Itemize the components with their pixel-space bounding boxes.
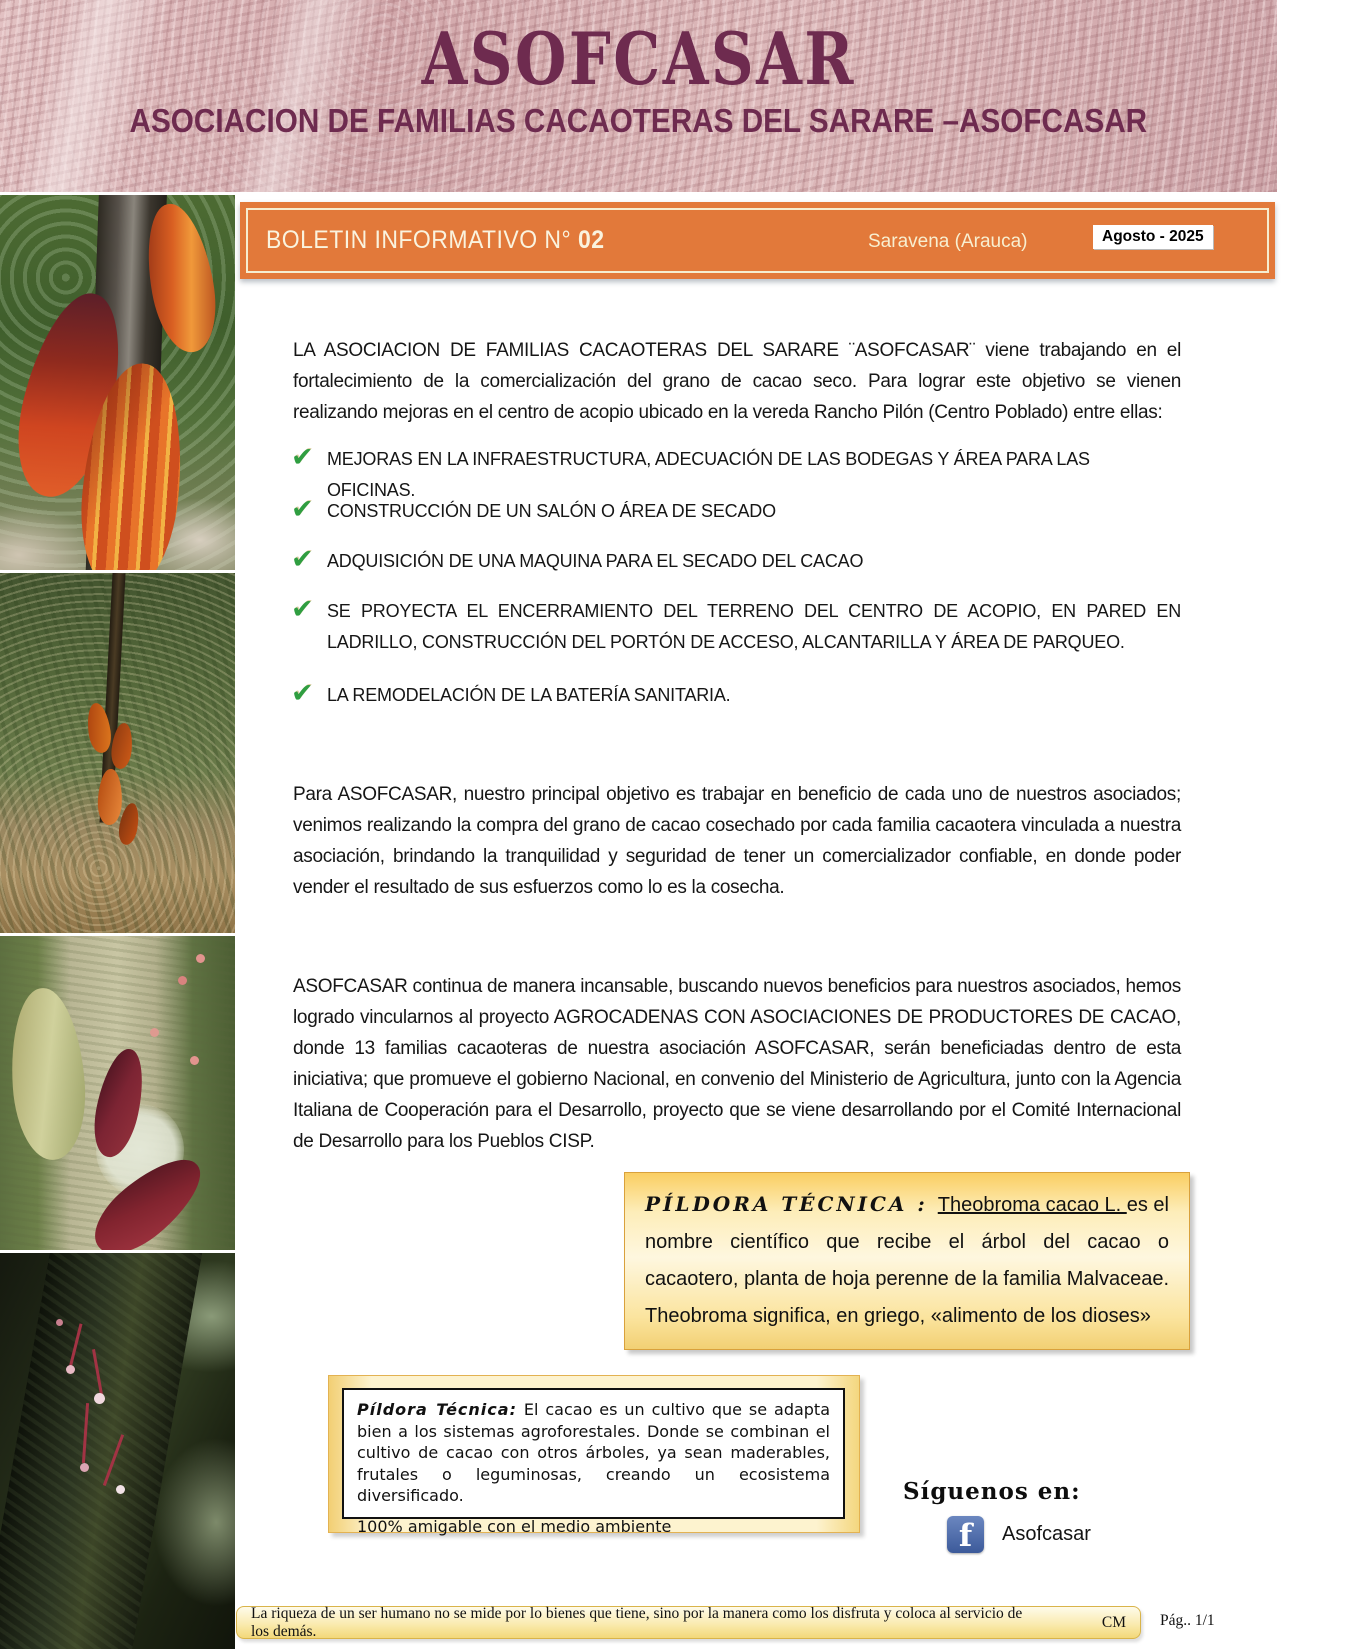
- follow-us-heading: Síguenos en:: [903, 1478, 1081, 1505]
- cacao-flower-art: [150, 1028, 159, 1037]
- cacao-flower-art: [66, 1365, 75, 1374]
- tree-trunk-art: [0, 1253, 203, 1649]
- page-title: [0, 16, 1277, 101]
- cacao-flower-art: [80, 1463, 89, 1472]
- checklist-item: [291, 546, 1181, 577]
- eco-box-label: Píldora Técnica:: [357, 1400, 517, 1419]
- photo-cacao-flowers-trunk: [0, 1253, 235, 1649]
- green-check-icon: ✔: [291, 544, 314, 574]
- photo-cacao-trunk-pods: [0, 936, 235, 1250]
- checklist-item-label: ADQUISICIÓN DE UNA MAQUINA PARA EL SECADO DEL CACAO: [327, 551, 864, 571]
- intro-paragraph: LA ASOCIACION DE FAMILIAS CACAOTERAS DEL SARARE ¨ASOFCASAR¨ viene trabajando en el fortalecimiento de la comercialización del grano de cacao seco. Para lograr este objetivo se vienen realizando mejoras en el centro de acopio ubicado en la vereda Rancho Pilón (Centro Poblado) entre ellas:: [293, 340, 1181, 423]
- bulletin-location: Saravena (Arauca): [868, 231, 1028, 252]
- green-check-icon: ✔: [291, 594, 314, 624]
- photo-cacao-pods-closeup: [0, 195, 235, 570]
- pill-box-text: es el nombre científico que recibe el árbol del cacao o cacaotero, planta de hoja perenne de la familia Malvaceae. Theobroma significa, en griego, «alimento de los dioses»: [645, 1194, 1169, 1327]
- eco-pill-box-frame: [328, 1375, 860, 1536]
- checklist-item: [291, 680, 1181, 711]
- bulletin-number: 02: [577, 226, 605, 254]
- cacao-pod-art: [6, 986, 90, 1163]
- facebook-account-label[interactable]: Asofcasar: [1002, 1523, 1091, 1545]
- green-check-icon: ✔: [291, 678, 314, 708]
- checklist-item-label: CONSTRUCCIÓN DE UN SALÓN O ÁREA DE SECADO: [327, 501, 776, 521]
- objective-paragraph: Para ASOFCASAR, nuestro principal objetivo es trabajar en beneficio de cada uno de nuestros asociados; venimos realizando la compra del grano de cacao cosechado por cada familia cacaotera vinculada a nuestra asociación, brindando la tranquilidad y seguridad de tener un comercializador confiable, en donde poder vender el resultado de sus esfuerzos como lo es la cosecha.: [293, 784, 1181, 898]
- footer-quote-bar: [236, 1606, 1141, 1639]
- eco-pill-box: [342, 1388, 845, 1536]
- species-name-underlined: Theobroma cacao L.: [937, 1194, 1127, 1216]
- project-paragraph: ASOFCASAR continua de manera incansable, buscando nuevos beneficios para nuestros asociados, hemos logrado vincularnos al proyecto AGROCADENAS CON ASOCIACIONES DE PRODUCTORES DE CACAO, donde 13 familias cacaoteras de nuestra asociación ASOFCASAR, serán beneficiadas dentro de esta iniciativa; que promueve el gobierno Nacional, en convenio del Ministerio de Agricultura, junto con la Agencia Italiana de Cooperación para el Desarrollo, proyecto que se viene desarrollando por el Comité Internacional de Desarrollo para los Pueblos CISP.: [293, 976, 1181, 1152]
- facebook-link[interactable]: [947, 1516, 1091, 1553]
- org-acronym: ASOFCASAR: [421, 16, 856, 101]
- cacao-flower-art: [94, 1393, 105, 1404]
- cacao-flower-art: [190, 1056, 199, 1065]
- masthead: [0, 0, 1277, 192]
- checklist-item-label: MEJORAS EN LA INFRAESTRUCTURA, ADECUACIÓN DE LAS BODEGAS Y ÁREA PARA LAS OFICINAS.: [327, 449, 1090, 500]
- cacao-flower-art: [56, 1319, 63, 1326]
- checklist-item-label: LA REMODELACIÓN DE LA BATERÍA SANITARIA.: [327, 685, 731, 705]
- bulletin-title: [266, 226, 634, 255]
- eco-box-footer-line: 100% amigable con el medio ambiente: [357, 1516, 672, 1536]
- org-full-name: ASOCIACION DE FAMILIAS CACAOTERAS DEL SARARE –ASOFCASAR: [129, 102, 1148, 139]
- checklist-item-label: SE PROYECTA EL ENCERRAMIENTO DEL TERRENO DEL CENTRO DE ACOPIO, EN PARED EN LADRILLO, CONSTRUCCIÓN DEL PORTÓN DE ACCESO, ALCANTARILLA Y ÁREA DE PARQUEO.: [327, 601, 1181, 652]
- facebook-icon[interactable]: f: [947, 1516, 984, 1553]
- footer-quote: La riqueza de un ser humano no se mide por lo bienes que tiene, sino por la manera como los disfruta y coloca al servicio de los demás.: [251, 1604, 1023, 1640]
- cacao-flower-art: [116, 1485, 125, 1494]
- photo-cacao-tree-grove: [0, 573, 235, 933]
- checklist-item: [291, 596, 1181, 658]
- bulletin-banner-frame: [246, 208, 1269, 273]
- page-subtitle: [0, 102, 1277, 140]
- bulletin-banner: [240, 202, 1275, 279]
- photo-column: [0, 195, 235, 1650]
- bulletin-title-text: BOLETIN INFORMATIVO N°: [266, 226, 578, 254]
- cacao-flower-art: [178, 976, 187, 985]
- green-check-icon: ✔: [291, 442, 314, 472]
- checklist-item: [291, 496, 1181, 527]
- pill-box-label: PÍLDORA TÉCNICA :: [645, 1192, 938, 1216]
- cacao-flower-art: [196, 954, 205, 963]
- eco-box-text: El cacao es un cultivo que se adapta bien a los sistemas agroforestales. Donde se combinan el cultivo de cacao con otros árboles, ya sean maderables, frutales o leguminosas, creando un ecosistema diversificado.: [357, 1400, 831, 1505]
- page-number: Pág.. 1/1: [1160, 1612, 1215, 1629]
- bulletin-date-badge: Agosto - 2025: [1093, 225, 1213, 249]
- technical-pill-box: [624, 1172, 1190, 1350]
- green-check-icon: ✔: [291, 494, 314, 524]
- footer-initials: CM: [1101, 1613, 1126, 1631]
